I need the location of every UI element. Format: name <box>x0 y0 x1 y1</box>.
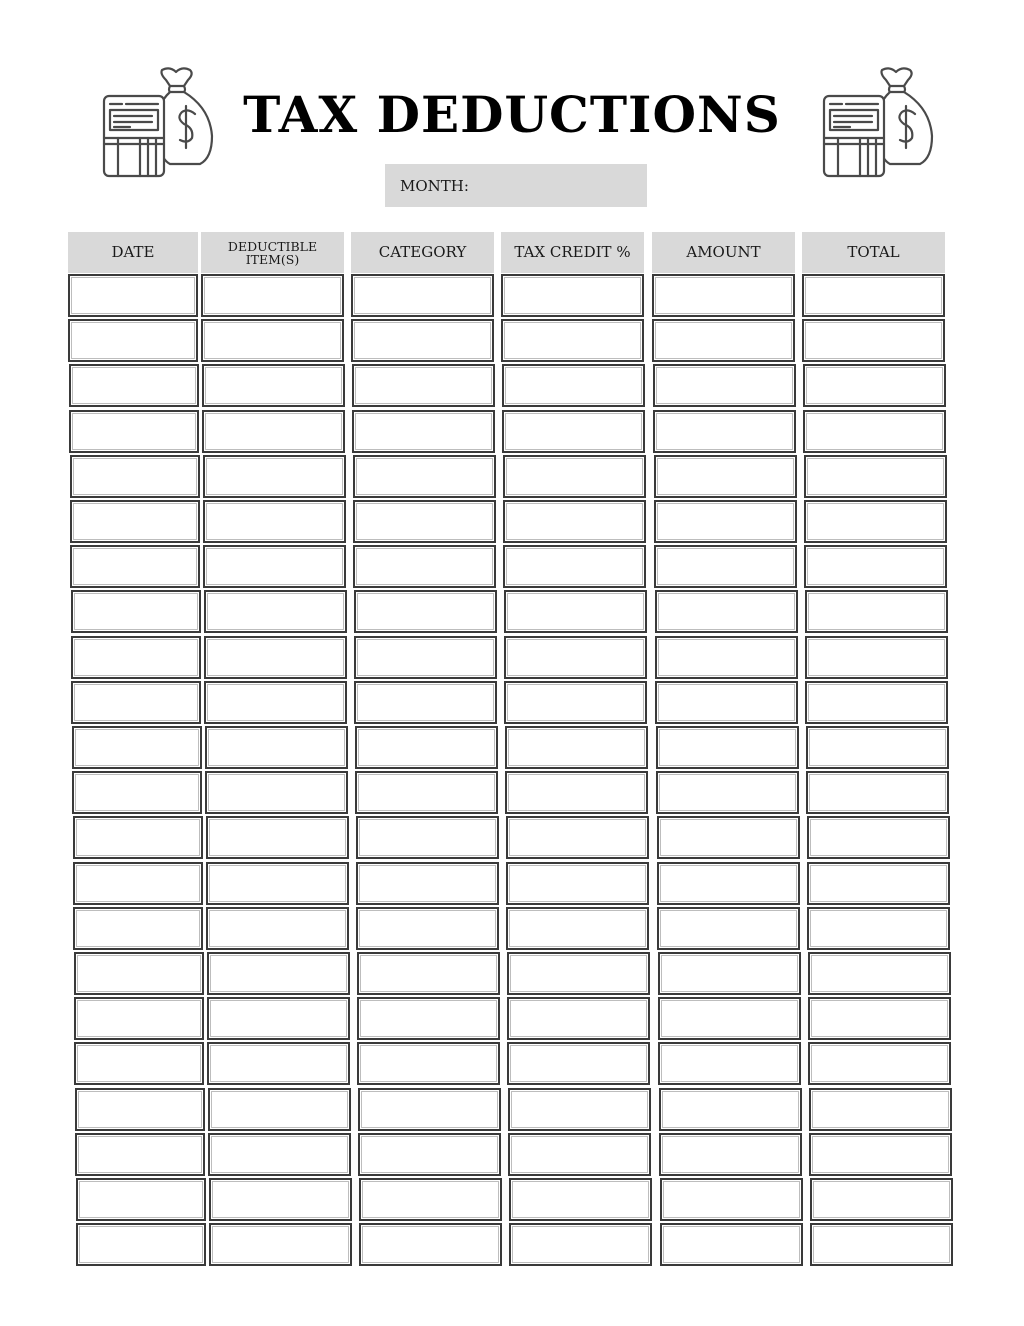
table-cell-tax-credit[interactable] <box>508 1133 651 1176</box>
table-cell-amount[interactable] <box>659 1088 802 1131</box>
table-cell-deductible-item-s[interactable] <box>201 274 344 317</box>
table-cell-amount[interactable] <box>655 681 798 724</box>
table-cell-date[interactable] <box>75 1133 205 1176</box>
table-cell-deductible-item-s[interactable] <box>209 1223 352 1266</box>
month-label: MONTH: <box>400 176 469 195</box>
table-cell-total[interactable] <box>804 500 947 543</box>
table-row <box>71 590 951 633</box>
table-cell-amount[interactable] <box>652 274 795 317</box>
table-cell-tax-credit[interactable] <box>501 319 644 362</box>
table-cell-date[interactable] <box>71 636 201 679</box>
table-row <box>71 681 951 724</box>
table-row <box>74 997 954 1040</box>
table-cell-date[interactable] <box>69 364 199 407</box>
table-cell-amount[interactable] <box>656 726 799 769</box>
table-row <box>74 1042 954 1085</box>
table-cell-category[interactable] <box>358 1133 501 1176</box>
table-cell-tax-credit[interactable] <box>504 590 647 633</box>
table-cell-date[interactable] <box>73 907 203 950</box>
table-cell-date[interactable] <box>72 726 202 769</box>
table-cell-deductible-item-s[interactable] <box>208 1088 351 1131</box>
table-cell-date[interactable] <box>68 319 198 362</box>
table-row <box>72 726 952 769</box>
table-cell-date[interactable] <box>74 952 204 995</box>
table-cell-total[interactable] <box>810 1223 953 1266</box>
table-cell-category[interactable] <box>356 816 499 859</box>
table-cell-amount[interactable] <box>659 1133 802 1176</box>
column-header-total: TOTAL <box>802 232 945 273</box>
table-header <box>68 232 948 273</box>
month-field[interactable] <box>385 164 647 207</box>
table-cell-total[interactable] <box>804 455 947 498</box>
table-cell-date[interactable] <box>68 274 198 317</box>
table-cell-tax-credit[interactable] <box>505 726 648 769</box>
table-row <box>75 1088 955 1131</box>
table-cell-category[interactable] <box>354 681 497 724</box>
table-cell-deductible-item-s[interactable] <box>203 500 346 543</box>
table-row <box>73 907 953 950</box>
table-row <box>68 319 948 362</box>
table-cell-tax-credit[interactable] <box>506 816 649 859</box>
table-cell-amount[interactable] <box>657 907 800 950</box>
table-cell-amount[interactable] <box>654 545 797 588</box>
table-row <box>71 636 951 679</box>
table-cell-tax-credit[interactable] <box>503 545 646 588</box>
table-cell-category[interactable] <box>353 455 496 498</box>
table-cell-date[interactable] <box>72 771 202 814</box>
table-cell-category[interactable] <box>356 907 499 950</box>
table-cell-tax-credit[interactable] <box>503 455 646 498</box>
table-cell-amount[interactable] <box>658 1042 801 1085</box>
column-header-category: CATEGORY <box>351 232 494 273</box>
table-cell-category[interactable] <box>357 997 500 1040</box>
table-cell-total[interactable] <box>803 410 946 453</box>
table-cell-date[interactable] <box>69 410 199 453</box>
table-row <box>74 952 954 995</box>
table-cell-deductible-item-s[interactable] <box>203 455 346 498</box>
table-cell-total[interactable] <box>806 771 949 814</box>
table-cell-date[interactable] <box>76 1223 206 1266</box>
table-cell-amount[interactable] <box>657 816 800 859</box>
table-row <box>76 1178 956 1221</box>
table-cell-deductible-item-s[interactable] <box>207 952 350 995</box>
table-cell-category[interactable] <box>355 726 498 769</box>
table-cell-amount[interactable] <box>657 862 800 905</box>
table-cell-date[interactable] <box>74 997 204 1040</box>
table-cell-deductible-item-s[interactable] <box>206 816 349 859</box>
table-cell-category[interactable] <box>357 952 500 995</box>
table-cell-amount[interactable] <box>658 952 801 995</box>
column-header-tax-credit: TAX CREDIT % <box>501 232 644 273</box>
table-cell-deductible-item-s[interactable] <box>202 410 345 453</box>
table-cell-date[interactable] <box>75 1088 205 1131</box>
table-cell-total[interactable] <box>804 545 947 588</box>
table-cell-amount[interactable] <box>658 997 801 1040</box>
table-cell-total[interactable] <box>802 319 945 362</box>
page-title: TAX DEDUCTIONS <box>243 85 781 144</box>
table-row <box>73 862 953 905</box>
table-cell-deductible-item-s[interactable] <box>201 319 344 362</box>
table-cell-total[interactable] <box>808 1042 951 1085</box>
table-cell-tax-credit[interactable] <box>504 636 647 679</box>
table-cell-amount[interactable] <box>655 590 798 633</box>
table-cell-tax-credit[interactable] <box>508 1088 651 1131</box>
table-cell-amount[interactable] <box>655 636 798 679</box>
table-cell-category[interactable] <box>351 274 494 317</box>
table-cell-date[interactable] <box>71 681 201 724</box>
table-cell-tax-credit[interactable] <box>509 1223 652 1266</box>
table-cell-category[interactable] <box>351 319 494 362</box>
table-cell-date[interactable] <box>73 862 203 905</box>
table-cell-total[interactable] <box>806 726 949 769</box>
table-cell-category[interactable] <box>357 1042 500 1085</box>
table-cell-tax-credit[interactable] <box>506 862 649 905</box>
table-cell-total[interactable] <box>807 862 950 905</box>
table-cell-total[interactable] <box>802 274 945 317</box>
table-row <box>75 1133 955 1176</box>
table-cell-deductible-item-s[interactable] <box>209 1178 352 1221</box>
table-row <box>69 410 949 453</box>
table-cell-total[interactable] <box>809 1088 952 1131</box>
table-cell-deductible-item-s[interactable] <box>204 636 347 679</box>
table-cell-deductible-item-s[interactable] <box>206 907 349 950</box>
table-row <box>70 500 950 543</box>
table-cell-amount[interactable] <box>654 500 797 543</box>
table-cell-amount[interactable] <box>656 771 799 814</box>
table-cell-deductible-item-s[interactable] <box>205 726 348 769</box>
table-cell-total[interactable] <box>807 816 950 859</box>
table-cell-amount[interactable] <box>653 410 796 453</box>
table-cell-total[interactable] <box>807 907 950 950</box>
table-cell-deductible-item-s[interactable] <box>207 1042 350 1085</box>
table-cell-tax-credit[interactable] <box>506 907 649 950</box>
table-row <box>72 771 952 814</box>
table-cell-deductible-item-s[interactable] <box>202 364 345 407</box>
table-cell-total[interactable] <box>803 364 946 407</box>
table-cell-deductible-item-s[interactable] <box>206 862 349 905</box>
table-cell-category[interactable] <box>353 500 496 543</box>
table-cell-category[interactable] <box>359 1223 502 1266</box>
table-cell-total[interactable] <box>810 1178 953 1221</box>
table-cell-total[interactable] <box>808 997 951 1040</box>
table-cell-amount[interactable] <box>654 455 797 498</box>
table-cell-tax-credit[interactable] <box>503 500 646 543</box>
table-cell-category[interactable] <box>354 590 497 633</box>
table-cell-total[interactable] <box>805 590 948 633</box>
table-cell-date[interactable] <box>70 545 200 588</box>
table-cell-tax-credit[interactable] <box>504 681 647 724</box>
table-cell-category[interactable] <box>358 1088 501 1131</box>
table-cell-tax-credit[interactable] <box>507 1042 650 1085</box>
column-header-amount: AMOUNT <box>652 232 795 273</box>
table-cell-date[interactable] <box>73 816 203 859</box>
table-cell-category[interactable] <box>354 636 497 679</box>
table-cell-date[interactable] <box>74 1042 204 1085</box>
table-cell-tax-credit[interactable] <box>507 952 650 995</box>
table-row <box>68 274 948 317</box>
table-cell-amount[interactable] <box>653 364 796 407</box>
table-cell-amount[interactable] <box>660 1178 803 1221</box>
table-cell-category[interactable] <box>352 364 495 407</box>
table-cell-deductible-item-s[interactable] <box>208 1133 351 1176</box>
column-header-date: DATE <box>68 232 198 273</box>
table-row <box>70 455 950 498</box>
table-cell-tax-credit[interactable] <box>502 364 645 407</box>
table-cell-category[interactable] <box>352 410 495 453</box>
table-cell-total[interactable] <box>808 952 951 995</box>
table-row <box>73 816 953 859</box>
table-cell-category[interactable] <box>359 1178 502 1221</box>
table-cell-tax-credit[interactable] <box>505 771 648 814</box>
table-cell-deductible-item-s[interactable] <box>204 590 347 633</box>
table-cell-amount[interactable] <box>652 319 795 362</box>
table-cell-date[interactable] <box>76 1178 206 1221</box>
table-cell-category[interactable] <box>353 545 496 588</box>
table-row <box>70 545 950 588</box>
table-cell-total[interactable] <box>809 1133 952 1176</box>
deductions-table <box>0 274 1024 1274</box>
table-cell-date[interactable] <box>71 590 201 633</box>
table-cell-tax-credit[interactable] <box>509 1178 652 1221</box>
table-row <box>76 1223 956 1266</box>
table-cell-date[interactable] <box>70 500 200 543</box>
table-cell-total[interactable] <box>805 681 948 724</box>
table-cell-total[interactable] <box>805 636 948 679</box>
table-cell-tax-credit[interactable] <box>501 274 644 317</box>
table-cell-deductible-item-s[interactable] <box>205 771 348 814</box>
table-cell-deductible-item-s[interactable] <box>207 997 350 1040</box>
table-cell-category[interactable] <box>356 862 499 905</box>
table-cell-tax-credit[interactable] <box>507 997 650 1040</box>
table-cell-date[interactable] <box>70 455 200 498</box>
table-cell-deductible-item-s[interactable] <box>204 681 347 724</box>
table-row <box>69 364 949 407</box>
table-cell-category[interactable] <box>355 771 498 814</box>
table-cell-amount[interactable] <box>660 1223 803 1266</box>
table-cell-tax-credit[interactable] <box>502 410 645 453</box>
column-header-deductible-item-s: DEDUCTIBLE ITEM(S) <box>201 232 344 273</box>
table-cell-deductible-item-s[interactable] <box>203 545 346 588</box>
